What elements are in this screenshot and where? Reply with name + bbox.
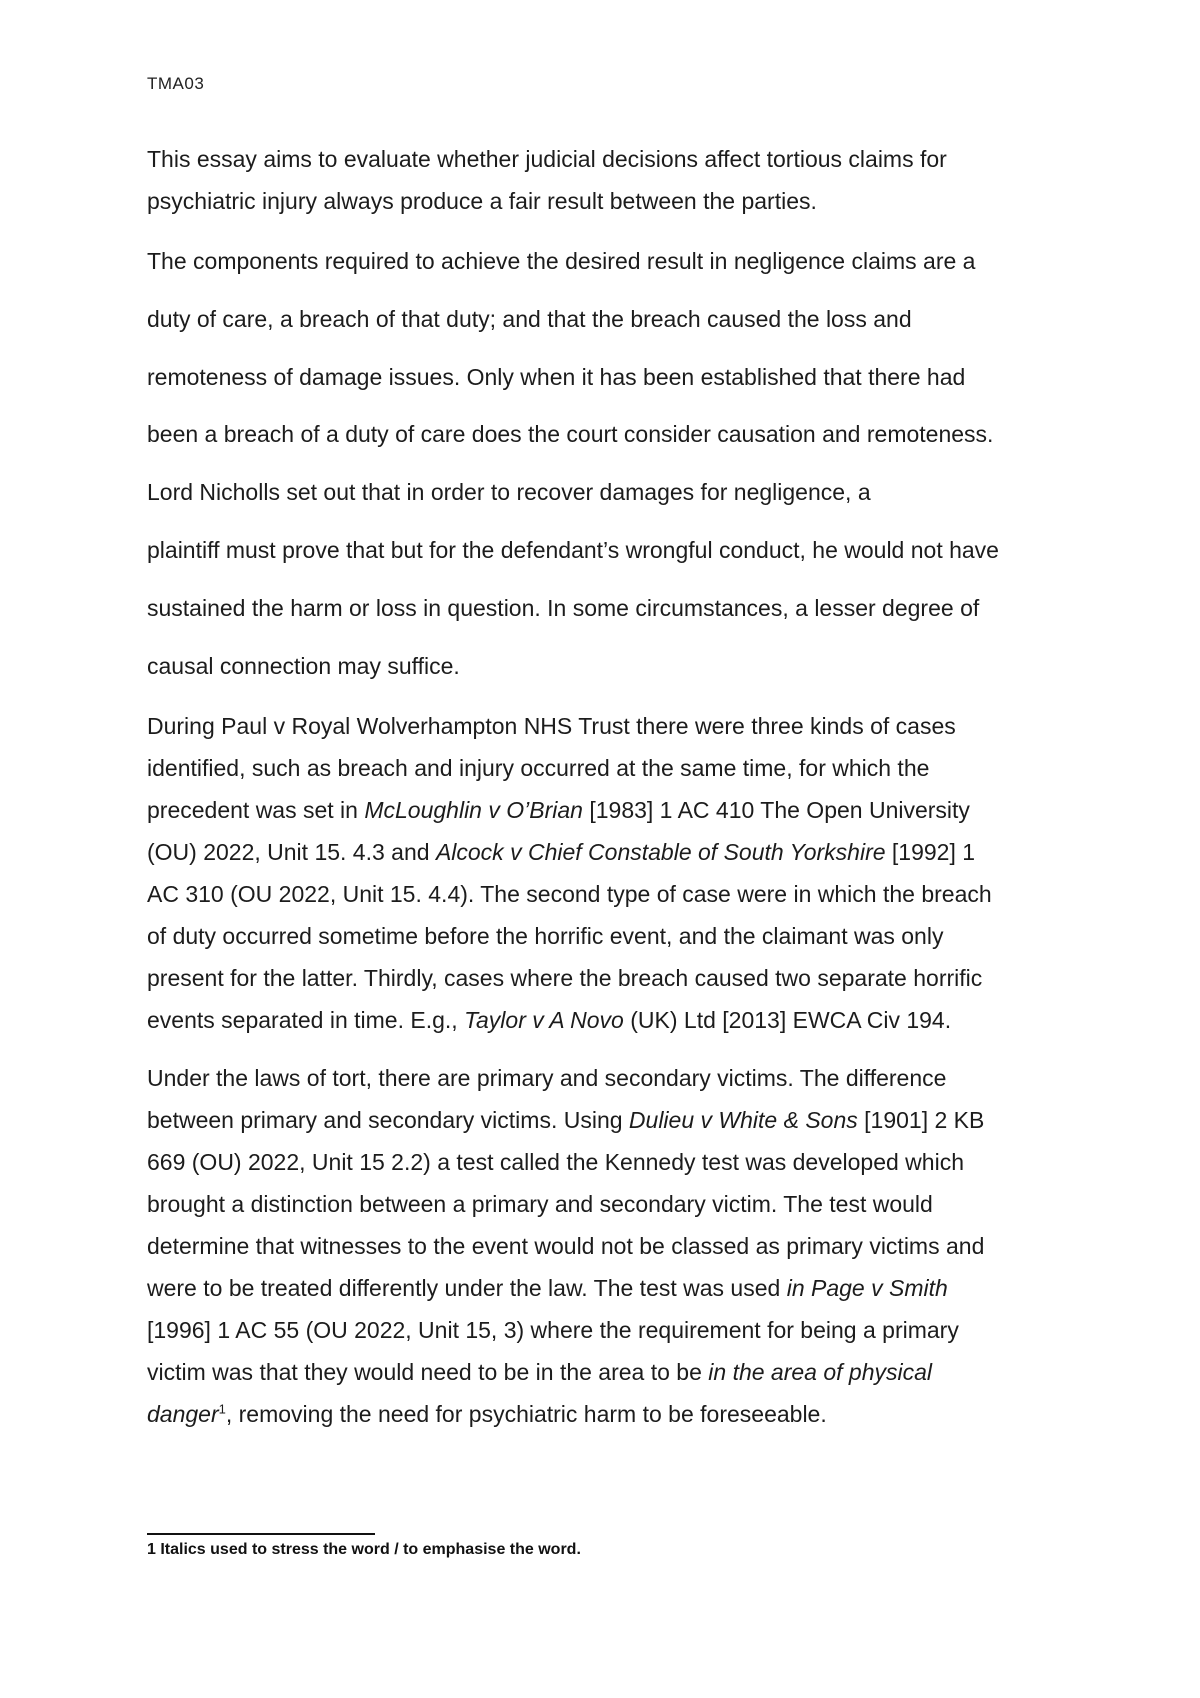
paragraph-3-line bbox=[147, 1007, 951, 1034]
paragraph-2-line: plaintiff must prove that but for the defendant’s wrongful conduct, he would not have bbox=[147, 537, 999, 563]
paragraph-2-line: sustained the harm or loss in question. In some circumstances, a lesser degree of bbox=[147, 595, 980, 621]
paragraph-1-line: psychiatric injury always produce a fair result between the parties. bbox=[147, 188, 817, 214]
paragraph-3-line bbox=[147, 839, 975, 866]
text-run: (OU) 2022, Unit 15. 4.3 and bbox=[147, 839, 436, 865]
text-run: [1992] 1 bbox=[885, 839, 976, 865]
paragraph-4-line bbox=[147, 1401, 827, 1428]
text-run: victim was that they would need to be in the area to be bbox=[147, 1359, 709, 1385]
emphasis-text: danger bbox=[147, 1401, 219, 1427]
paragraph-2-line: been a breach of a duty of care does the court consider causation and remoteness. bbox=[147, 421, 994, 447]
paragraph-3-line: During Paul v Royal Wolverhampton NHS Trust there were three kinds of cases bbox=[147, 713, 956, 739]
paragraph-2-line: causal connection may suffice. bbox=[147, 653, 460, 679]
case-citation: Alcock v Chief Constable of South Yorkshire bbox=[435, 839, 886, 865]
paragraph-3-line: identified, such as breach and injury occurred at the same time, for which the bbox=[147, 755, 930, 781]
page-header: TMA03 bbox=[147, 74, 205, 93]
case-citation: in Page v Smith bbox=[786, 1275, 948, 1301]
case-citation: Dulieu v White & Sons bbox=[628, 1107, 858, 1133]
footnote: 1 Italics used to stress the word / to emphasise the word. bbox=[147, 1541, 581, 1558]
text-run: [1983] 1 AC 410 The Open University bbox=[582, 797, 970, 823]
paragraph-2-line: duty of care, a breach of that duty; and that the breach caused the loss and bbox=[147, 306, 912, 332]
paragraph-3-line bbox=[147, 797, 970, 824]
paragraph-4-line bbox=[147, 1275, 948, 1302]
paragraph-2-line: remoteness of damage issues. Only when it has been established that there had bbox=[147, 364, 966, 390]
paragraph-4-line: 669 (OU) 2022, Unit 15 2.2) a test called the Kennedy test was developed which bbox=[147, 1149, 964, 1175]
footnote-reference[interactable]: 1 bbox=[218, 1401, 226, 1417]
text-run: , removing the need for psychiatric harm to be foreseeable. bbox=[225, 1401, 827, 1427]
text-run: precedent was set in bbox=[147, 797, 365, 823]
footnote-separator bbox=[147, 1533, 375, 1535]
paragraph-4-line: brought a distinction between a primary and secondary victim. The test would bbox=[147, 1191, 933, 1217]
paragraph-4-line bbox=[147, 1107, 984, 1134]
emphasis-text: in the area of physical bbox=[708, 1359, 933, 1385]
case-citation: McLoughlin v O’Brian bbox=[364, 797, 583, 823]
paragraph-3-line: AC 310 (OU 2022, Unit 15. 4.4). The second type of case were in which the breach bbox=[147, 881, 992, 907]
paragraph-4-line: determine that witnesses to the event would not be classed as primary victims and bbox=[147, 1233, 985, 1259]
paragraph-4-line: [1996] 1 AC 55 (OU 2022, Unit 15, 3) where the requirement for being a primary bbox=[147, 1317, 959, 1343]
paragraph-2-line: Lord Nicholls set out that in order to recover damages for negligence, a bbox=[147, 479, 871, 505]
text-run: events separated in time. E.g., bbox=[147, 1007, 465, 1033]
text-run: [1901] 2 KB bbox=[857, 1107, 985, 1133]
paragraph-1-line: This essay aims to evaluate whether judicial decisions affect tortious claims for bbox=[147, 146, 947, 172]
paragraph-2-line: The components required to achieve the desired result in negligence claims are a bbox=[147, 248, 976, 274]
paragraph-3-line: of duty occurred sometime before the horrific event, and the claimant was only bbox=[147, 923, 944, 949]
text-run: (UK) Ltd [2013] EWCA Civ 194. bbox=[623, 1007, 952, 1033]
paragraph-4-line: Under the laws of tort, there are primary and secondary victims. The difference bbox=[147, 1065, 947, 1091]
text-run: were to be treated differently under the law. The test was used bbox=[147, 1275, 787, 1301]
paragraph-4-line bbox=[147, 1359, 932, 1386]
paragraph-3-line: present for the latter. Thirdly, cases where the breach caused two separate horrific bbox=[147, 965, 983, 991]
case-citation: Taylor v A Novo bbox=[464, 1007, 624, 1033]
text-run: between primary and secondary victims. Using bbox=[147, 1107, 629, 1133]
